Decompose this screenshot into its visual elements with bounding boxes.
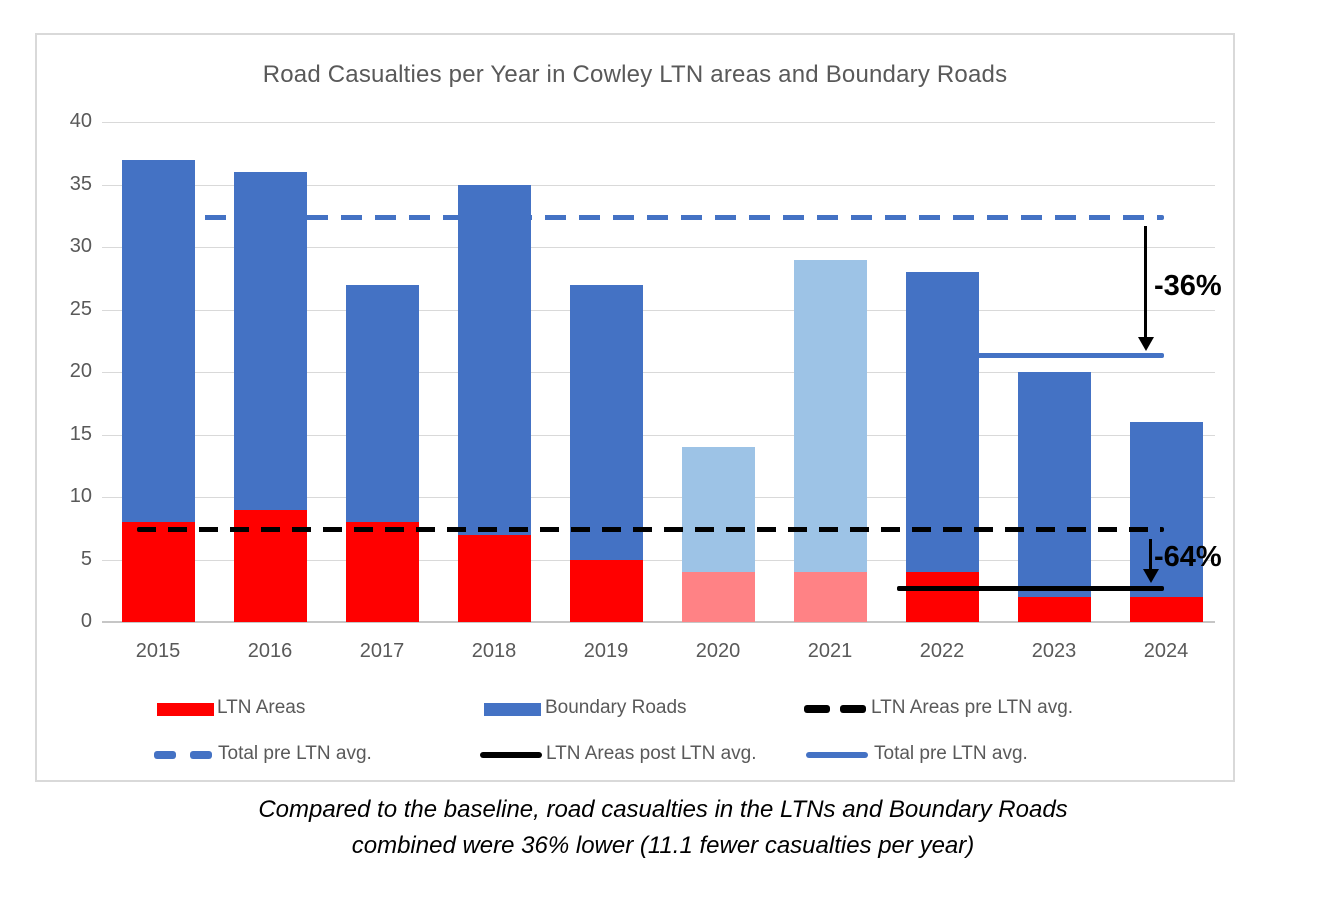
- caption-line-1: Compared to the baseline, road casualties in the LTNs and Boundary Roads: [258, 796, 1068, 823]
- bar-segment-ltn-areas-2015: [122, 522, 195, 622]
- gridline: [102, 122, 1215, 123]
- legend-label-ltn-post-avg: LTN Areas post LTN avg.: [546, 743, 757, 764]
- bar-segment-ltn-areas-2021: [794, 572, 867, 622]
- y-axis-tick-label: 5: [80, 547, 92, 570]
- y-axis-tick-label: 30: [69, 235, 92, 257]
- legend-dash-black-1: [804, 705, 830, 713]
- legend-label-ltn-areas: LTN Areas: [217, 697, 306, 718]
- ref-line-dashed-0: [137, 215, 1164, 220]
- legend-label-ltn-pre-avg: LTN Areas pre LTN avg.: [871, 697, 1074, 718]
- legend-label-boundary-roads: Boundary Roads: [545, 697, 687, 718]
- y-axis-tick-label: 20: [69, 360, 92, 382]
- y-axis-tick-label: 15: [69, 422, 92, 445]
- legend-label-total-pre-avg: Total pre LTN avg.: [218, 743, 372, 764]
- x-axis-tick-label: 2018: [471, 640, 517, 662]
- plot-area: [2, 2, 1326, 904]
- bar-segment-ltn-areas-2018: [458, 535, 531, 623]
- x-axis-tick-label: 2015: [135, 640, 181, 662]
- bar-segment-ltn-areas-2019: [570, 560, 643, 623]
- legend-dash-black-2: [840, 705, 866, 713]
- x-axis-tick-label: 2023: [1031, 640, 1077, 662]
- y-axis-tick-label: 0: [80, 610, 92, 632]
- bar-segment-ltn-areas-2024: [1130, 597, 1203, 622]
- bar-segment-boundary-roads-2017: [346, 285, 419, 523]
- annotation-label-0: -36%: [1154, 269, 1222, 302]
- bar-segment-ltn-areas-2023: [1018, 597, 1091, 622]
- legend-dash-blue-2: [190, 751, 212, 759]
- x-axis-tick-label: 2019: [583, 640, 629, 662]
- x-axis-tick-label: 2024: [1143, 640, 1189, 662]
- chart-title: Road Casualties per Year in Cowley LTN areas and Boundary Roads: [262, 61, 1008, 88]
- bar-segment-boundary-roads-2023: [1018, 372, 1091, 597]
- legend-swatch-boundary-roads: [484, 703, 541, 716]
- bar-segment-ltn-areas-2020: [682, 572, 755, 622]
- annotation-label-1: -64%: [1154, 540, 1222, 573]
- y-axis-tick-label: 10: [69, 485, 92, 507]
- bar-segment-ltn-areas-2017: [346, 522, 419, 622]
- ref-line-dashed-1: [137, 527, 1164, 532]
- bar-segment-boundary-roads-2021: [794, 260, 867, 573]
- y-axis-tick-label: 40: [69, 110, 92, 132]
- legend-line-blue: [806, 752, 868, 758]
- x-axis-tick-label: 2016: [247, 640, 293, 662]
- annotation-arrow-line-0: [1144, 226, 1147, 337]
- caption-line-2: combined were 36% lower (11.1 fewer casualties per year): [351, 832, 975, 859]
- x-axis-tick-label: 2017: [359, 640, 405, 662]
- bar-segment-boundary-roads-2019: [570, 285, 643, 560]
- chart-box: [35, 33, 1235, 782]
- bar-segment-boundary-roads-2016: [234, 172, 307, 510]
- y-axis-tick-label: 25: [69, 297, 92, 320]
- legend-swatch-ltn-areas: [157, 703, 214, 716]
- annotation-arrow-line-1: [1149, 539, 1152, 570]
- ref-line-solid-2: [897, 586, 1164, 591]
- x-axis-tick-label: 2020: [695, 640, 741, 662]
- x-axis-tick-label: 2022: [919, 640, 965, 662]
- legend-dash-blue-1: [154, 751, 176, 759]
- annotation-arrow-head-0: [1138, 337, 1154, 351]
- legend-line-black: [480, 752, 542, 758]
- bar-segment-ltn-areas-2022: [906, 572, 979, 622]
- bar-segment-boundary-roads-2018: [458, 185, 531, 535]
- legend-label-total-post-avg: Total pre LTN avg.: [874, 743, 1028, 764]
- y-axis-tick-label: 35: [69, 172, 92, 195]
- bar-segment-boundary-roads-2020: [682, 447, 755, 572]
- x-axis-tick-label: 2021: [807, 640, 853, 662]
- chart-caption: [0, 792, 1326, 864]
- bar-segment-boundary-roads-2015: [122, 160, 195, 523]
